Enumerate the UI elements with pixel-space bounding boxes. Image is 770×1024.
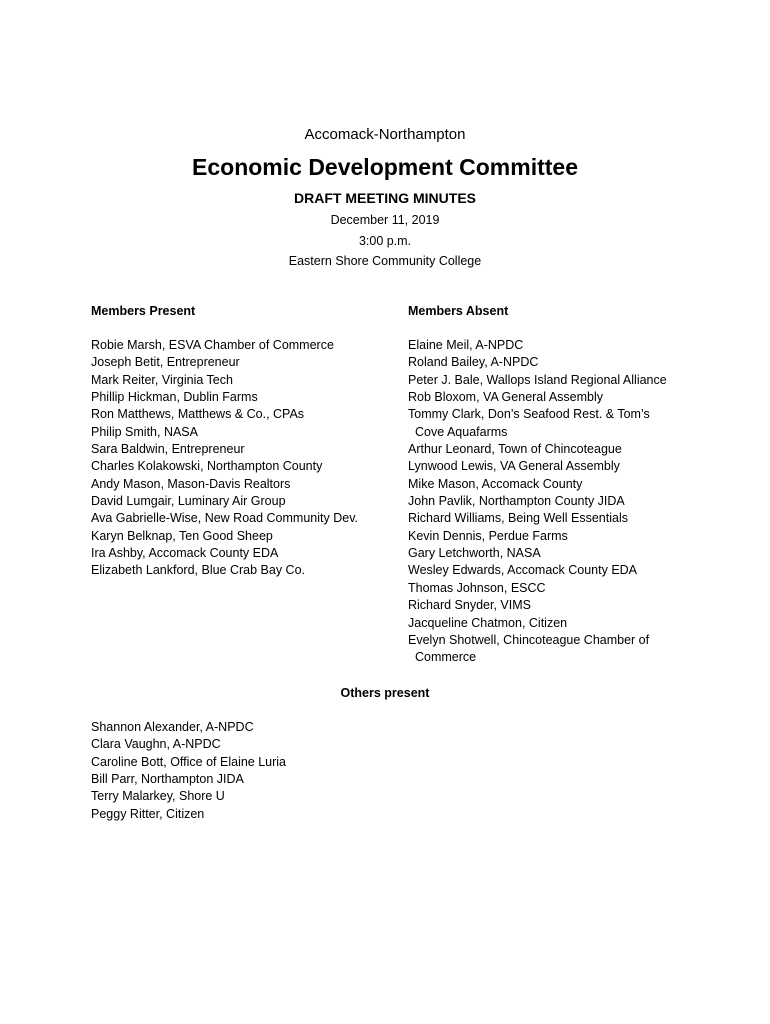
list-item: Gary Letchworth, NASA	[408, 546, 541, 561]
document-subtitle: DRAFT MEETING MINUTES	[294, 190, 476, 206]
list-item: Rob Bloxom, VA General Assembly	[408, 390, 603, 405]
list-item: Charles Kolakowski, Northampton County	[91, 459, 323, 474]
list-item: Caroline Bott, Office of Elaine Luria	[91, 754, 287, 769]
list-item: Philip Smith, NASA	[91, 424, 198, 439]
others-present-heading: Others present	[340, 686, 430, 700]
list-item: Joseph Betit, Entrepreneur	[91, 355, 240, 370]
list-item: Elizabeth Lankford, Blue Crab Bay Co.	[91, 563, 306, 578]
list-item: Terry Malarkey, Shore U	[91, 789, 225, 804]
members-absent-list	[408, 337, 670, 667]
list-item: Bill Parr, Northampton JIDA	[91, 772, 244, 787]
list-item: Arthur Leonard, Town of Chincoteague	[408, 442, 622, 457]
list-item: Wesley Edwards, Accomack County EDA	[408, 563, 638, 578]
document-title: Economic Development Committee	[192, 154, 578, 180]
list-item: Evelyn Shotwell, Chincoteague Chamber of Commerce	[408, 632, 650, 665]
list-item: Phillip Hickman, Dublin Farms	[91, 390, 258, 405]
list-item: Peggy Ritter, Citizen	[91, 806, 205, 821]
meeting-location: Eastern Shore Community College	[288, 254, 482, 268]
meeting-time: 3:00 p.m.	[358, 234, 412, 248]
list-item: Karyn Belknap, Ten Good Sheep	[91, 528, 273, 543]
list-item: Andy Mason, Mason-Davis Realtors	[91, 476, 291, 491]
list-item: Clara Vaughn, A-NPDC	[91, 737, 221, 752]
list-item: Ira Ashby, Accomack County EDA	[91, 546, 279, 561]
list-item: Richard Williams, Being Well Essentials	[408, 511, 628, 526]
list-item: Shannon Alexander, A-NPDC	[91, 720, 254, 734]
others-present-list	[91, 719, 411, 823]
list-item: David Lumgair, Luminary Air Group	[91, 494, 286, 509]
list-item: Sara Baldwin, Entrepreneur	[91, 442, 245, 457]
list-item: Roland Bailey, A-NPDC	[408, 355, 539, 370]
members-absent-heading: Members Absent	[408, 304, 509, 318]
list-item: Ron Matthews, Matthews & Co., CPAs	[91, 407, 305, 422]
list-item: Mike Mason, Accomack County	[408, 476, 583, 491]
list-item: Jacqueline Chatmon, Citizen	[408, 615, 568, 630]
meeting-date: December 11, 2019	[330, 213, 440, 227]
list-item: Kevin Dennis, Perdue Farms	[408, 528, 568, 543]
list-item: Thomas Johnson, ESCC	[408, 580, 546, 595]
list-item: Robie Marsh, ESVA Chamber of Commerce	[91, 338, 334, 352]
members-present-list	[91, 337, 391, 580]
list-item: Richard Snyder, VIMS	[408, 598, 531, 613]
members-present-heading: Members Present	[91, 304, 196, 318]
list-item: Elaine Meil, A-NPDC	[408, 338, 524, 352]
list-item: Ava Gabrielle-Wise, New Road Community Dev.	[91, 511, 358, 526]
list-item: John Pavlik, Northampton County JIDA	[408, 494, 625, 509]
organization-name: Accomack-Northampton	[304, 126, 466, 143]
list-item: Lynwood Lewis, VA General Assembly	[408, 459, 620, 474]
list-item: Peter J. Bale, Wallops Island Regional Alliance	[408, 372, 667, 387]
list-item: Tommy Clark, Don’s Seafood Rest. & Tom’s Cove Aquafarms	[408, 407, 650, 439]
list-item: Mark Reiter, Virginia Tech	[91, 372, 233, 387]
